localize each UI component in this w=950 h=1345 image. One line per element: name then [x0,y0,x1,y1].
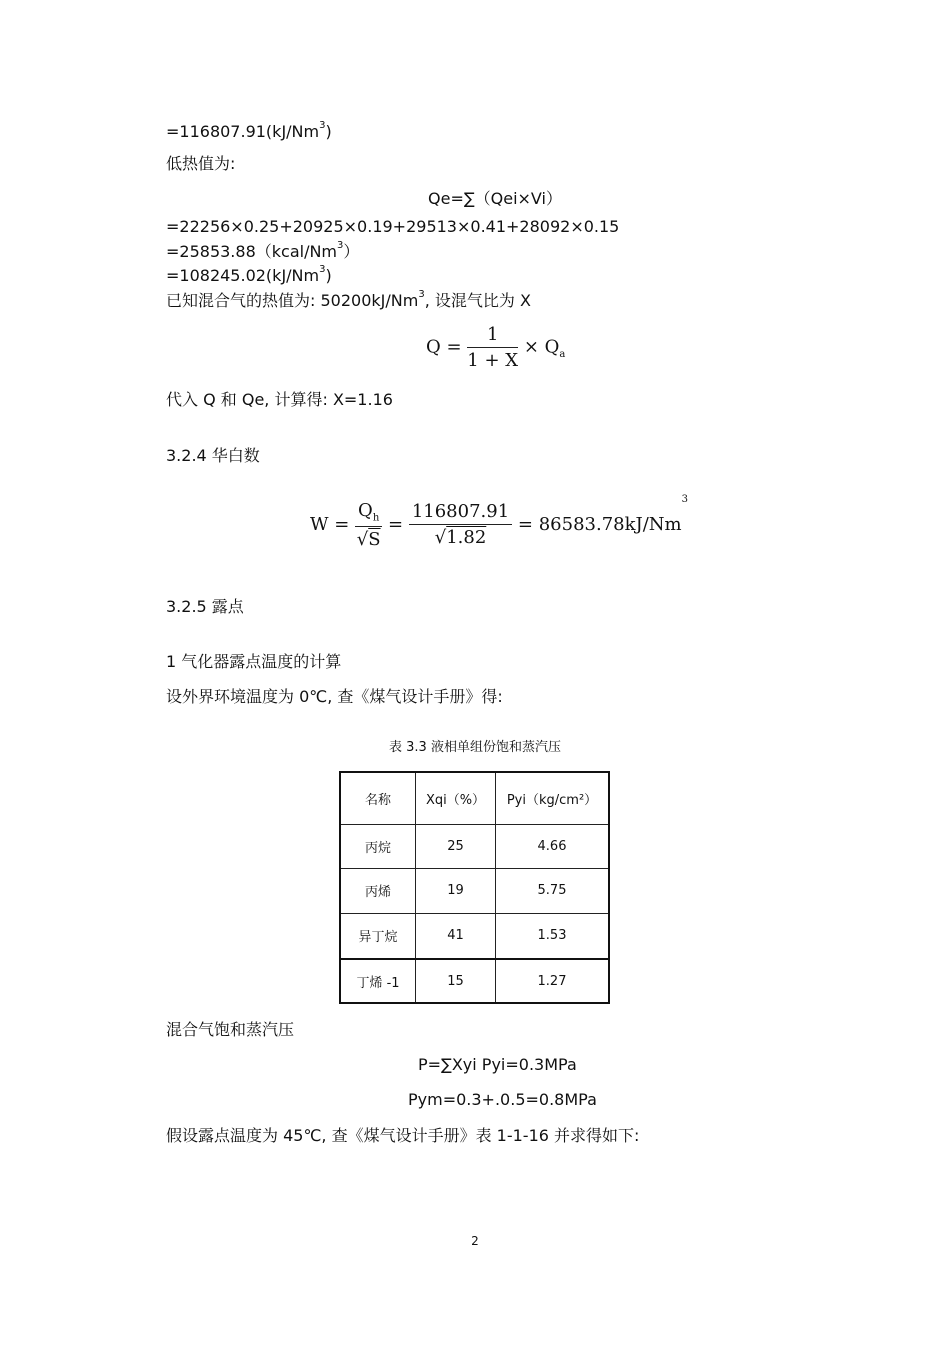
cell-pyi: 1.53 [496,913,610,959]
cell-name: 丙烷 [340,824,416,868]
cell-name: 丙烯 [340,868,416,913]
formula-pym: Pym=0.3+.0.5=0.8MPa [408,1090,597,1109]
table-caption: 表 3.3 液相单组份饱和蒸汽压 [389,740,561,755]
page-number: 2 [471,1234,479,1248]
fraction-q: $\frac{1}{1 + X}$ [467,324,519,371]
table-row [340,824,609,868]
text-line-qe-sum: =22256×0.25+20925×0.19+29513×0.41+28092×0.15 [166,217,620,236]
text-mix-vapor-pressure: 混合气饱和蒸汽压 [166,1020,295,1039]
formula-wobbe: W = $\frac{Q_h}{√S}$ = $\frac{116807.91}{√1.82}$ = $86583.78kJ/Nm^3$ [310,494,688,550]
heading-3-2-4: 3.2.4 华白数 [166,446,260,465]
formula-q-mix: Q = $\frac{1}{1 + X}$ × $Q_a$ [426,324,566,371]
text-line-qe-kj: $=108245.02(kJ/Nm^3)$ [166,264,332,285]
cell-name: 丁烯 -1 [340,959,416,1003]
header-name: 名称 [340,772,416,824]
table-row [340,959,609,1003]
cell-name: 异丁烷 [340,913,416,959]
text-substitute-result: 代入 Q 和 Qe, 计算得: X=1.16 [166,390,393,409]
table-header-row [340,772,609,824]
text-assume-dew-temp: 假设露点温度为 45℃, 查《煤气设计手册》表 1-1-16 并求得如下: [166,1126,640,1145]
fraction-value-sqrt: $\frac{116807.91}{√1.82}$ [409,501,512,548]
text-line-qh-result: $=116807.91(kJ/Nm^3)$ [166,120,332,141]
header-pyi: Pyi（kg/cm²） [496,772,610,824]
heading-3-2-5: 3.2.5 露点 [166,597,244,616]
table-row [340,913,609,959]
text-line-qe-kcal: $=25853.88(kcal/Nm^3)$ [166,240,360,261]
cell-xqi: 41 [416,913,496,959]
fraction-qh-sqrt-s: $\frac{Q_h}{√S}$ [356,500,381,550]
saturated-vapor-table [339,771,610,1004]
cell-xqi: 15 [416,959,496,1003]
cell-xqi: 19 [416,868,496,913]
cell-pyi: 4.66 [496,824,610,868]
header-xqi: Xqi（%） [416,772,496,824]
heading-dew-point-calc: 1 气化器露点温度的计算 [166,652,342,671]
text-ambient-temp: 设外界环境温度为 0℃, 查《煤气设计手册》得: [166,687,503,706]
cell-xqi: 25 [416,824,496,868]
formula-p-sum: P=∑Xyi Pyi=0.3MPa [418,1055,577,1074]
text-mix-heat-value: 已知混合气的热值为: 50200kJ/Nm$^3$, 设混气比为 X [166,289,531,310]
cell-pyi: 1.27 [496,959,610,1003]
table-row [340,868,609,913]
cell-pyi: 5.75 [496,868,610,913]
formula-qe: Qe=∑（Qei×Vi） [428,189,562,208]
text-low-heat-label: 低热值为: [166,154,236,173]
